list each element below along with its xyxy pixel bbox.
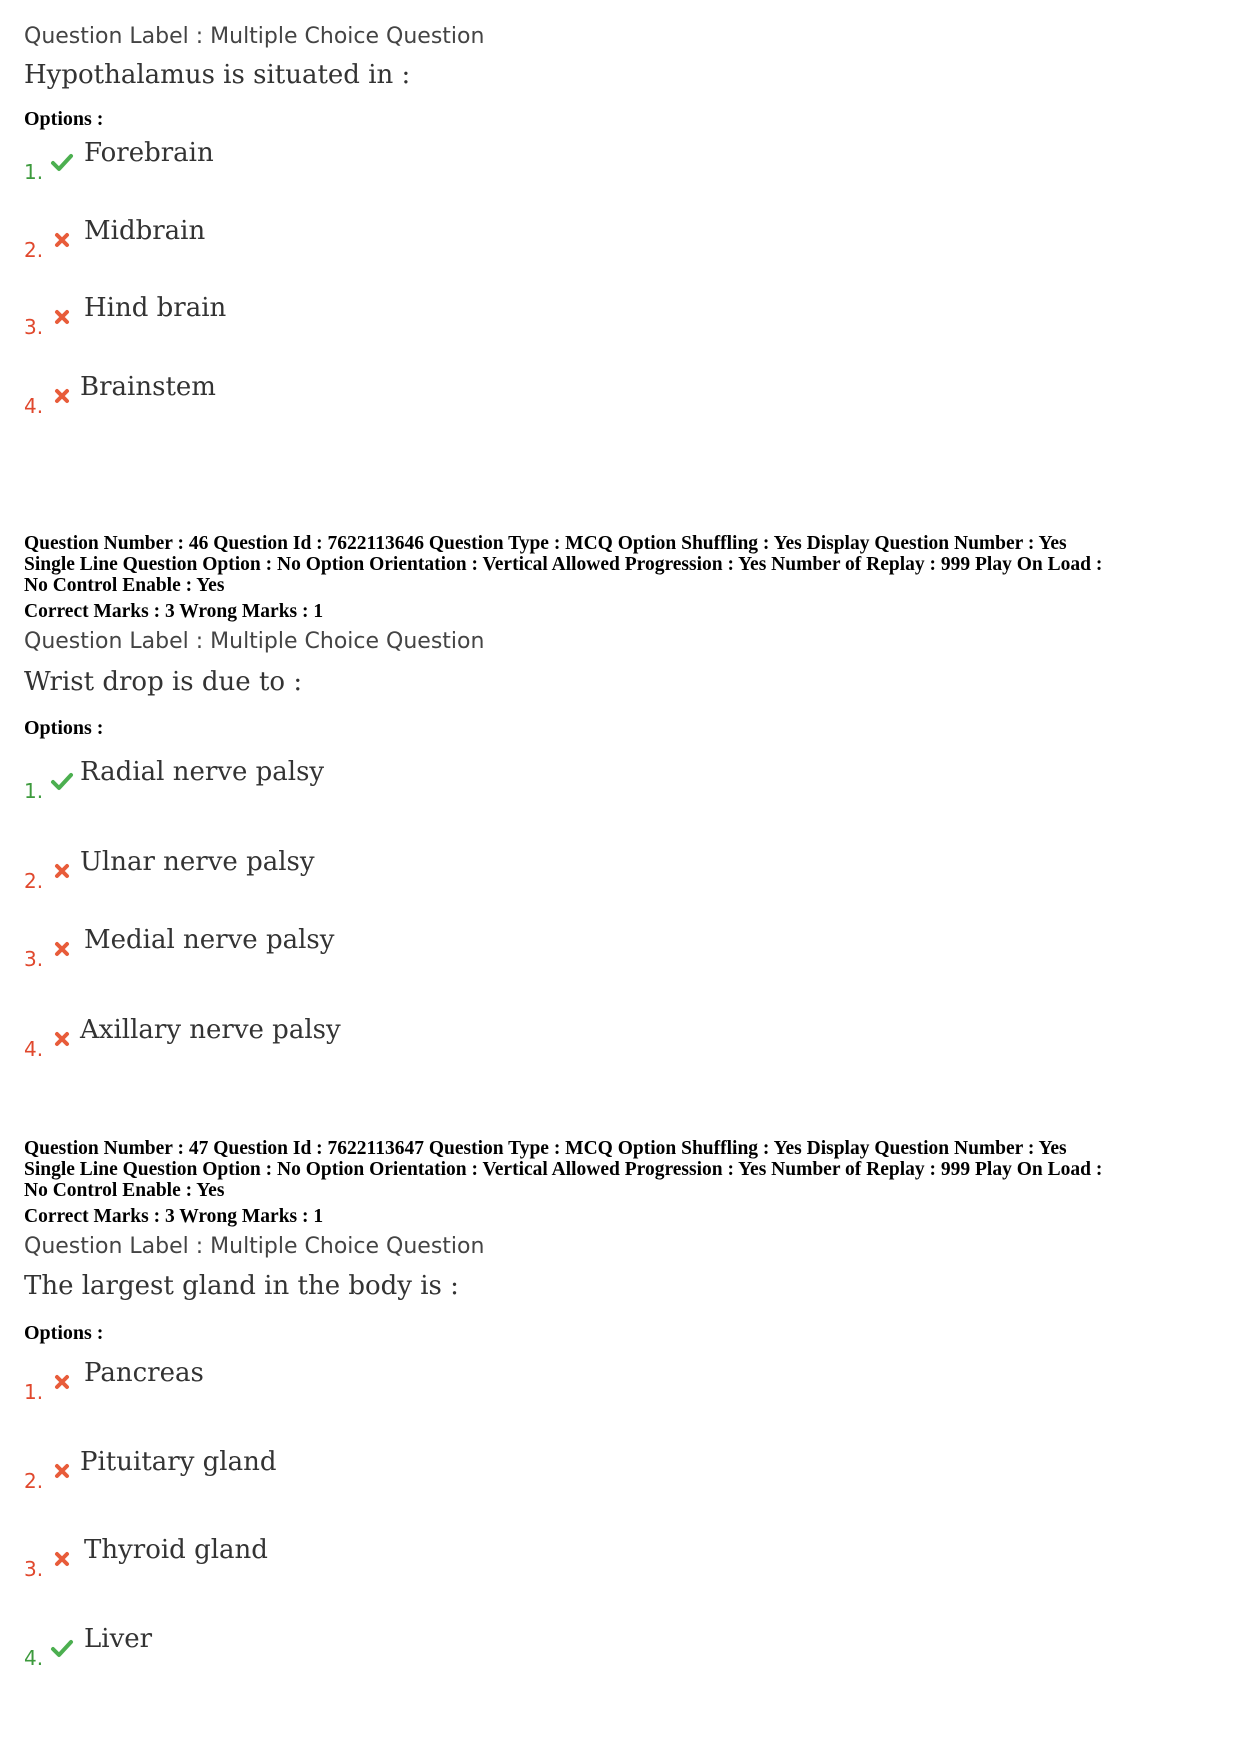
option-number: 4. — [24, 1646, 44, 1670]
question-label: Question Label : Multiple Choice Question — [24, 1234, 485, 1259]
cross-icon — [50, 1459, 74, 1483]
cross-icon — [50, 384, 74, 408]
option-text: Brainstem — [80, 372, 216, 402]
metadata-line: No Control Enable : Yes — [24, 575, 225, 596]
option-number: 3. — [24, 947, 44, 971]
question-text: The largest gland in the body is : — [24, 1271, 459, 1301]
options-title: Options : — [24, 1322, 104, 1344]
option-number: 1. — [24, 779, 44, 803]
option-number: 2. — [24, 238, 44, 262]
option-text: Axillary nerve palsy — [80, 1015, 341, 1045]
cross-icon — [50, 937, 74, 961]
cross-icon — [50, 1547, 74, 1571]
check-icon — [50, 1636, 74, 1660]
option-number: 1. — [24, 160, 44, 184]
option-text: Pancreas — [84, 1358, 204, 1388]
option-text: Hind brain — [84, 293, 227, 323]
metadata-line: No Control Enable : Yes — [24, 1180, 225, 1201]
option-number: 4. — [24, 394, 44, 418]
metadata-line: Single Line Question Option : No Option Orientation : Vertical Allowed Progression : Yes Number of Replay : 999 Play On Load : — [24, 1159, 1103, 1180]
option-text: Pituitary gland — [80, 1447, 277, 1477]
option-item — [24, 1358, 624, 1408]
metadata-line: Question Number : 47 Question Id : 7622113647 Question Type : MCQ Option Shuffling : Yes Display Question Number : Yes — [24, 1138, 1067, 1159]
options-title: Options : — [24, 108, 104, 130]
option-item — [24, 847, 624, 897]
option-item — [24, 757, 624, 807]
option-item — [24, 1535, 624, 1585]
question-metadata — [24, 533, 1216, 596]
option-number: 4. — [24, 1037, 44, 1061]
option-number: 3. — [24, 315, 44, 339]
option-number: 2. — [24, 869, 44, 893]
option-item — [24, 138, 624, 188]
option-number: 3. — [24, 1557, 44, 1581]
option-item — [24, 1624, 624, 1674]
question-text: Hypothalamus is situated in : — [24, 60, 411, 90]
cross-icon — [50, 859, 74, 883]
question-text: Wrist drop is due to : — [24, 667, 303, 697]
option-item — [24, 925, 624, 975]
option-text: Medial nerve palsy — [84, 925, 335, 955]
option-item — [24, 1447, 624, 1497]
option-item — [24, 293, 624, 343]
option-number: 2. — [24, 1469, 44, 1493]
option-text: Forebrain — [84, 138, 214, 168]
option-item — [24, 372, 624, 422]
cross-icon — [50, 305, 74, 329]
option-text: Radial nerve palsy — [80, 757, 325, 787]
option-item — [24, 1015, 624, 1065]
cross-icon — [50, 1370, 74, 1394]
option-text: Thyroid gland — [84, 1535, 268, 1565]
metadata-line: Single Line Question Option : No Option Orientation : Vertical Allowed Progression : Yes Number of Replay : 999 Play On Load : — [24, 554, 1103, 575]
cross-icon — [50, 228, 74, 252]
question-label: Question Label : Multiple Choice Question — [24, 629, 485, 654]
option-text: Liver — [84, 1624, 153, 1654]
check-icon — [50, 769, 74, 793]
marks-info: Correct Marks : 3 Wrong Marks : 1 — [24, 601, 324, 622]
option-item — [24, 216, 624, 266]
marks-info: Correct Marks : 3 Wrong Marks : 1 — [24, 1206, 324, 1227]
option-number: 1. — [24, 1380, 44, 1404]
metadata-line: Question Number : 46 Question Id : 7622113646 Question Type : MCQ Option Shuffling : Yes Display Question Number : Yes — [24, 533, 1067, 554]
option-text: Midbrain — [84, 216, 206, 246]
question-label: Question Label : Multiple Choice Question — [24, 24, 485, 49]
option-text: Ulnar nerve palsy — [80, 847, 315, 877]
check-icon — [50, 150, 74, 174]
options-title: Options : — [24, 717, 104, 739]
question-metadata — [24, 1138, 1216, 1201]
cross-icon — [50, 1027, 74, 1051]
